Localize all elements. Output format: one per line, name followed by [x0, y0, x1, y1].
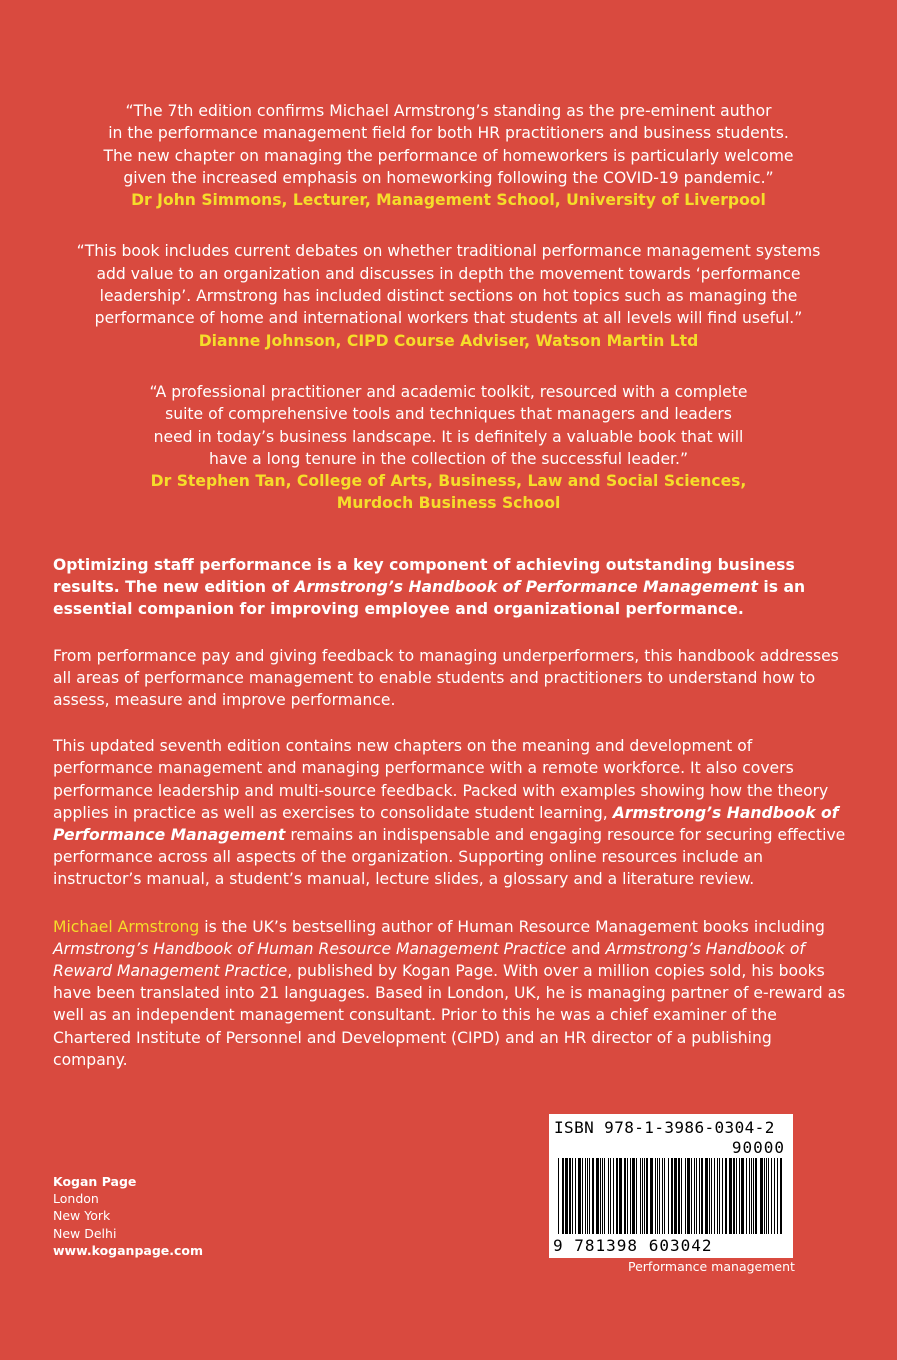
barcode-bar	[650, 1158, 653, 1234]
barcode-bar	[602, 1158, 603, 1234]
quote-attribution: Dr John Simmons, Lecturer, Management School, University of Liverpool	[131, 191, 766, 210]
endorsements	[0, 100, 897, 544]
barcode-bar	[613, 1158, 614, 1234]
publisher-city: London	[53, 1191, 99, 1207]
barcode-bar	[729, 1158, 732, 1234]
author-name: Michael Armstrong	[53, 917, 200, 936]
quote-line: “This book includes current debates on whether traditional performance management systems	[76, 242, 821, 261]
description-paragraph: From performance pay and giving feedback to managing underperformers, this handbook addresses all areas of performance management to enable students and practitioners to understand how to assess, measure and improve performance.	[53, 646, 839, 710]
publisher-website: www.koganpage.com	[53, 1242, 204, 1258]
description-text: remains an indispensable and engaging resource for securing effective performance across all aspects of the organization. Supporting online resources include an instructor’s manual, a student’s manual, lecture slides, a glossary and a literature review.	[53, 826, 846, 889]
barcode-bar	[709, 1158, 710, 1234]
quote-line: “The 7th edition confirms Michael Armstrong’s standing as the pre-eminent author	[125, 102, 772, 120]
barcode-bar	[569, 1158, 571, 1234]
barcode-bar	[739, 1158, 740, 1234]
barcode-bar	[640, 1158, 641, 1234]
barcode-bar	[717, 1158, 718, 1234]
description-text: This updated seventh edition contains new chapters on the meaning and development of performance management and managing performance with a remote workforce. It also covers performance leadership and multi-source feedback. Packed with examples showing how the theory applies in practice as well as exercises to consolidate student learning,	[53, 737, 829, 822]
barcode-bar	[630, 1158, 631, 1234]
barcode-bar	[694, 1158, 695, 1234]
endorsement-quote	[0, 381, 897, 515]
barcode-bar	[572, 1158, 573, 1234]
barcode-bar	[722, 1158, 723, 1234]
barcode-bar	[685, 1158, 686, 1234]
barcode-bar	[627, 1158, 628, 1234]
barcode-bar	[774, 1158, 775, 1234]
isbn-number: ISBN 978-1-3986-0304-2	[554, 1118, 775, 1137]
publisher-name: Kogan Page	[53, 1174, 137, 1189]
endorsement-quote	[0, 240, 897, 351]
book-title: Armstrong’s Handbook of Performance Management	[53, 803, 839, 845]
barcode-bar	[610, 1158, 611, 1234]
barcode-bar	[755, 1158, 757, 1234]
barcode-bar	[699, 1158, 700, 1234]
barcode-bar	[664, 1158, 665, 1234]
barcode-bar	[578, 1158, 581, 1234]
barcode-bar	[565, 1158, 568, 1234]
barcode-bar	[711, 1158, 712, 1234]
barcode-bar	[753, 1158, 754, 1234]
barcode-bar	[674, 1158, 677, 1234]
quote-line: “A professional practitioner and academic toolkit, resourced with a complete	[149, 382, 748, 401]
barcode-bar	[719, 1158, 720, 1234]
quote-line: leadership’. Armstrong has included distinct sections on hot topics such as managing the	[99, 287, 798, 306]
barcode-bar	[604, 1158, 605, 1234]
barcode-bar	[585, 1158, 586, 1234]
description-paragraph	[53, 735, 848, 890]
barcode-bar	[751, 1158, 752, 1234]
quote-line: The new chapter on managing the performance of homeworkers is particularly welcome	[103, 146, 794, 165]
barcode-bar	[687, 1158, 690, 1234]
barcode-bar	[582, 1158, 583, 1234]
publisher-city: New Delhi	[53, 1225, 117, 1241]
intro-text: is an essential companion for improving employee and organizational performance.	[53, 578, 806, 619]
barcode-bar	[766, 1158, 767, 1234]
barcode-bar	[608, 1158, 609, 1234]
barcode-bar	[668, 1158, 669, 1234]
barcode-bar	[646, 1158, 648, 1234]
barcode-bar	[632, 1158, 635, 1234]
author-bio	[53, 916, 848, 1071]
barcode-bar	[657, 1158, 658, 1234]
isbn-barcode	[549, 1114, 793, 1258]
barcode-bars	[558, 1158, 784, 1234]
ean-number: 9 781398 603042	[553, 1236, 713, 1255]
quote-attribution: Dianne Johnson, CIPD Course Adviser, Watson Martin Ltd	[198, 331, 699, 350]
quote-attribution: Murdoch Business School	[336, 494, 561, 513]
intro-text: Optimizing staff performance is a key component of achieving outstanding business results. The new edition of	[53, 556, 795, 597]
barcode-bar	[764, 1158, 765, 1234]
barcode-bar	[696, 1158, 697, 1234]
barcode-bar	[587, 1158, 588, 1234]
barcode-bar	[714, 1158, 715, 1234]
barcode-bar	[655, 1158, 656, 1234]
barcode-bar	[681, 1158, 682, 1234]
book-category: Performance management	[628, 1259, 795, 1274]
bio-text: , published by Kogan Page. With over a million copies sold, his books have been translated into 21 languages. Based in London, UK, he is managing partner of e-reward as well as an independent management consultant. Prior to this he was a chief examiner of the Chartered Institute of Personnel and Development (CIPD) and an HR director of a publishing company.	[53, 962, 846, 1069]
barcode-bar	[768, 1158, 769, 1234]
barcode-bar	[671, 1158, 673, 1234]
publisher-block	[53, 1173, 203, 1259]
quote-line: add value to an organization and discusses in depth the movement towards ‘performance	[96, 264, 801, 283]
barcode-bar	[642, 1158, 643, 1234]
barcode-bar	[600, 1158, 601, 1234]
intro-paragraph	[53, 554, 848, 621]
book-title: Armstrong’s Handbook of Performance Management	[294, 578, 758, 597]
quote-attribution: Dr Stephen Tan, College of Arts, Business, Law and Social Sciences,	[150, 472, 747, 491]
bio-text: and	[566, 939, 606, 958]
quote-line: in the performance management field for both HR practitioners and business students.	[108, 124, 789, 143]
barcode-bar	[659, 1158, 660, 1234]
barcode-bar	[662, 1158, 663, 1234]
barcode-bar	[616, 1158, 618, 1234]
book-title: Armstrong’s Handbook of Reward Management Practice	[53, 939, 805, 981]
barcode-bar	[644, 1158, 645, 1234]
book-description	[53, 554, 848, 1095]
quote-line: need in today’s business landscape. It is definitely a valuable book that will	[153, 427, 744, 446]
barcode-bar	[575, 1158, 576, 1234]
barcode-bar	[691, 1158, 692, 1234]
barcode-bar	[741, 1158, 744, 1234]
barcode-bar	[771, 1158, 772, 1234]
bio-text: is the UK’s bestselling author of Human Resource Management books including	[199, 917, 825, 936]
barcode-bar	[701, 1158, 703, 1234]
barcode-bar	[746, 1158, 747, 1234]
barcode-bar	[777, 1158, 778, 1234]
barcode-bar	[558, 1158, 559, 1234]
barcode-bar	[736, 1158, 737, 1234]
barcode-bar	[749, 1158, 750, 1234]
barcode-bar	[678, 1158, 680, 1234]
barcode-bar	[636, 1158, 637, 1234]
quote-line: performance of home and international workers that students at all levels will find useful.”	[94, 309, 803, 328]
barcode-bar	[619, 1158, 622, 1234]
publisher-city: New York	[53, 1208, 111, 1224]
barcode-bar	[592, 1158, 594, 1234]
barcode-bar	[624, 1158, 626, 1234]
barcode-bar	[725, 1158, 727, 1234]
quote-line: have a long tenure in the collection of the successful leader.”	[208, 449, 689, 468]
price-code: 90000	[731, 1138, 785, 1157]
quote-line: given the increased emphasis on homeworking following the COVID-19 pandemic.”	[123, 168, 774, 187]
barcode-bar	[780, 1158, 782, 1234]
barcode-bar	[733, 1158, 735, 1234]
barcode-bar	[596, 1158, 599, 1234]
barcode-bar	[589, 1158, 590, 1234]
quote-line: suite of comprehensive tools and techniques that managers and leaders	[165, 405, 732, 424]
barcode-bar	[760, 1158, 763, 1234]
book-title: Armstrong’s Handbook of Human Resource Management Practice	[53, 939, 567, 958]
barcode-bar	[705, 1158, 708, 1234]
endorsement-quote	[0, 100, 897, 211]
barcode-bar	[562, 1158, 564, 1234]
